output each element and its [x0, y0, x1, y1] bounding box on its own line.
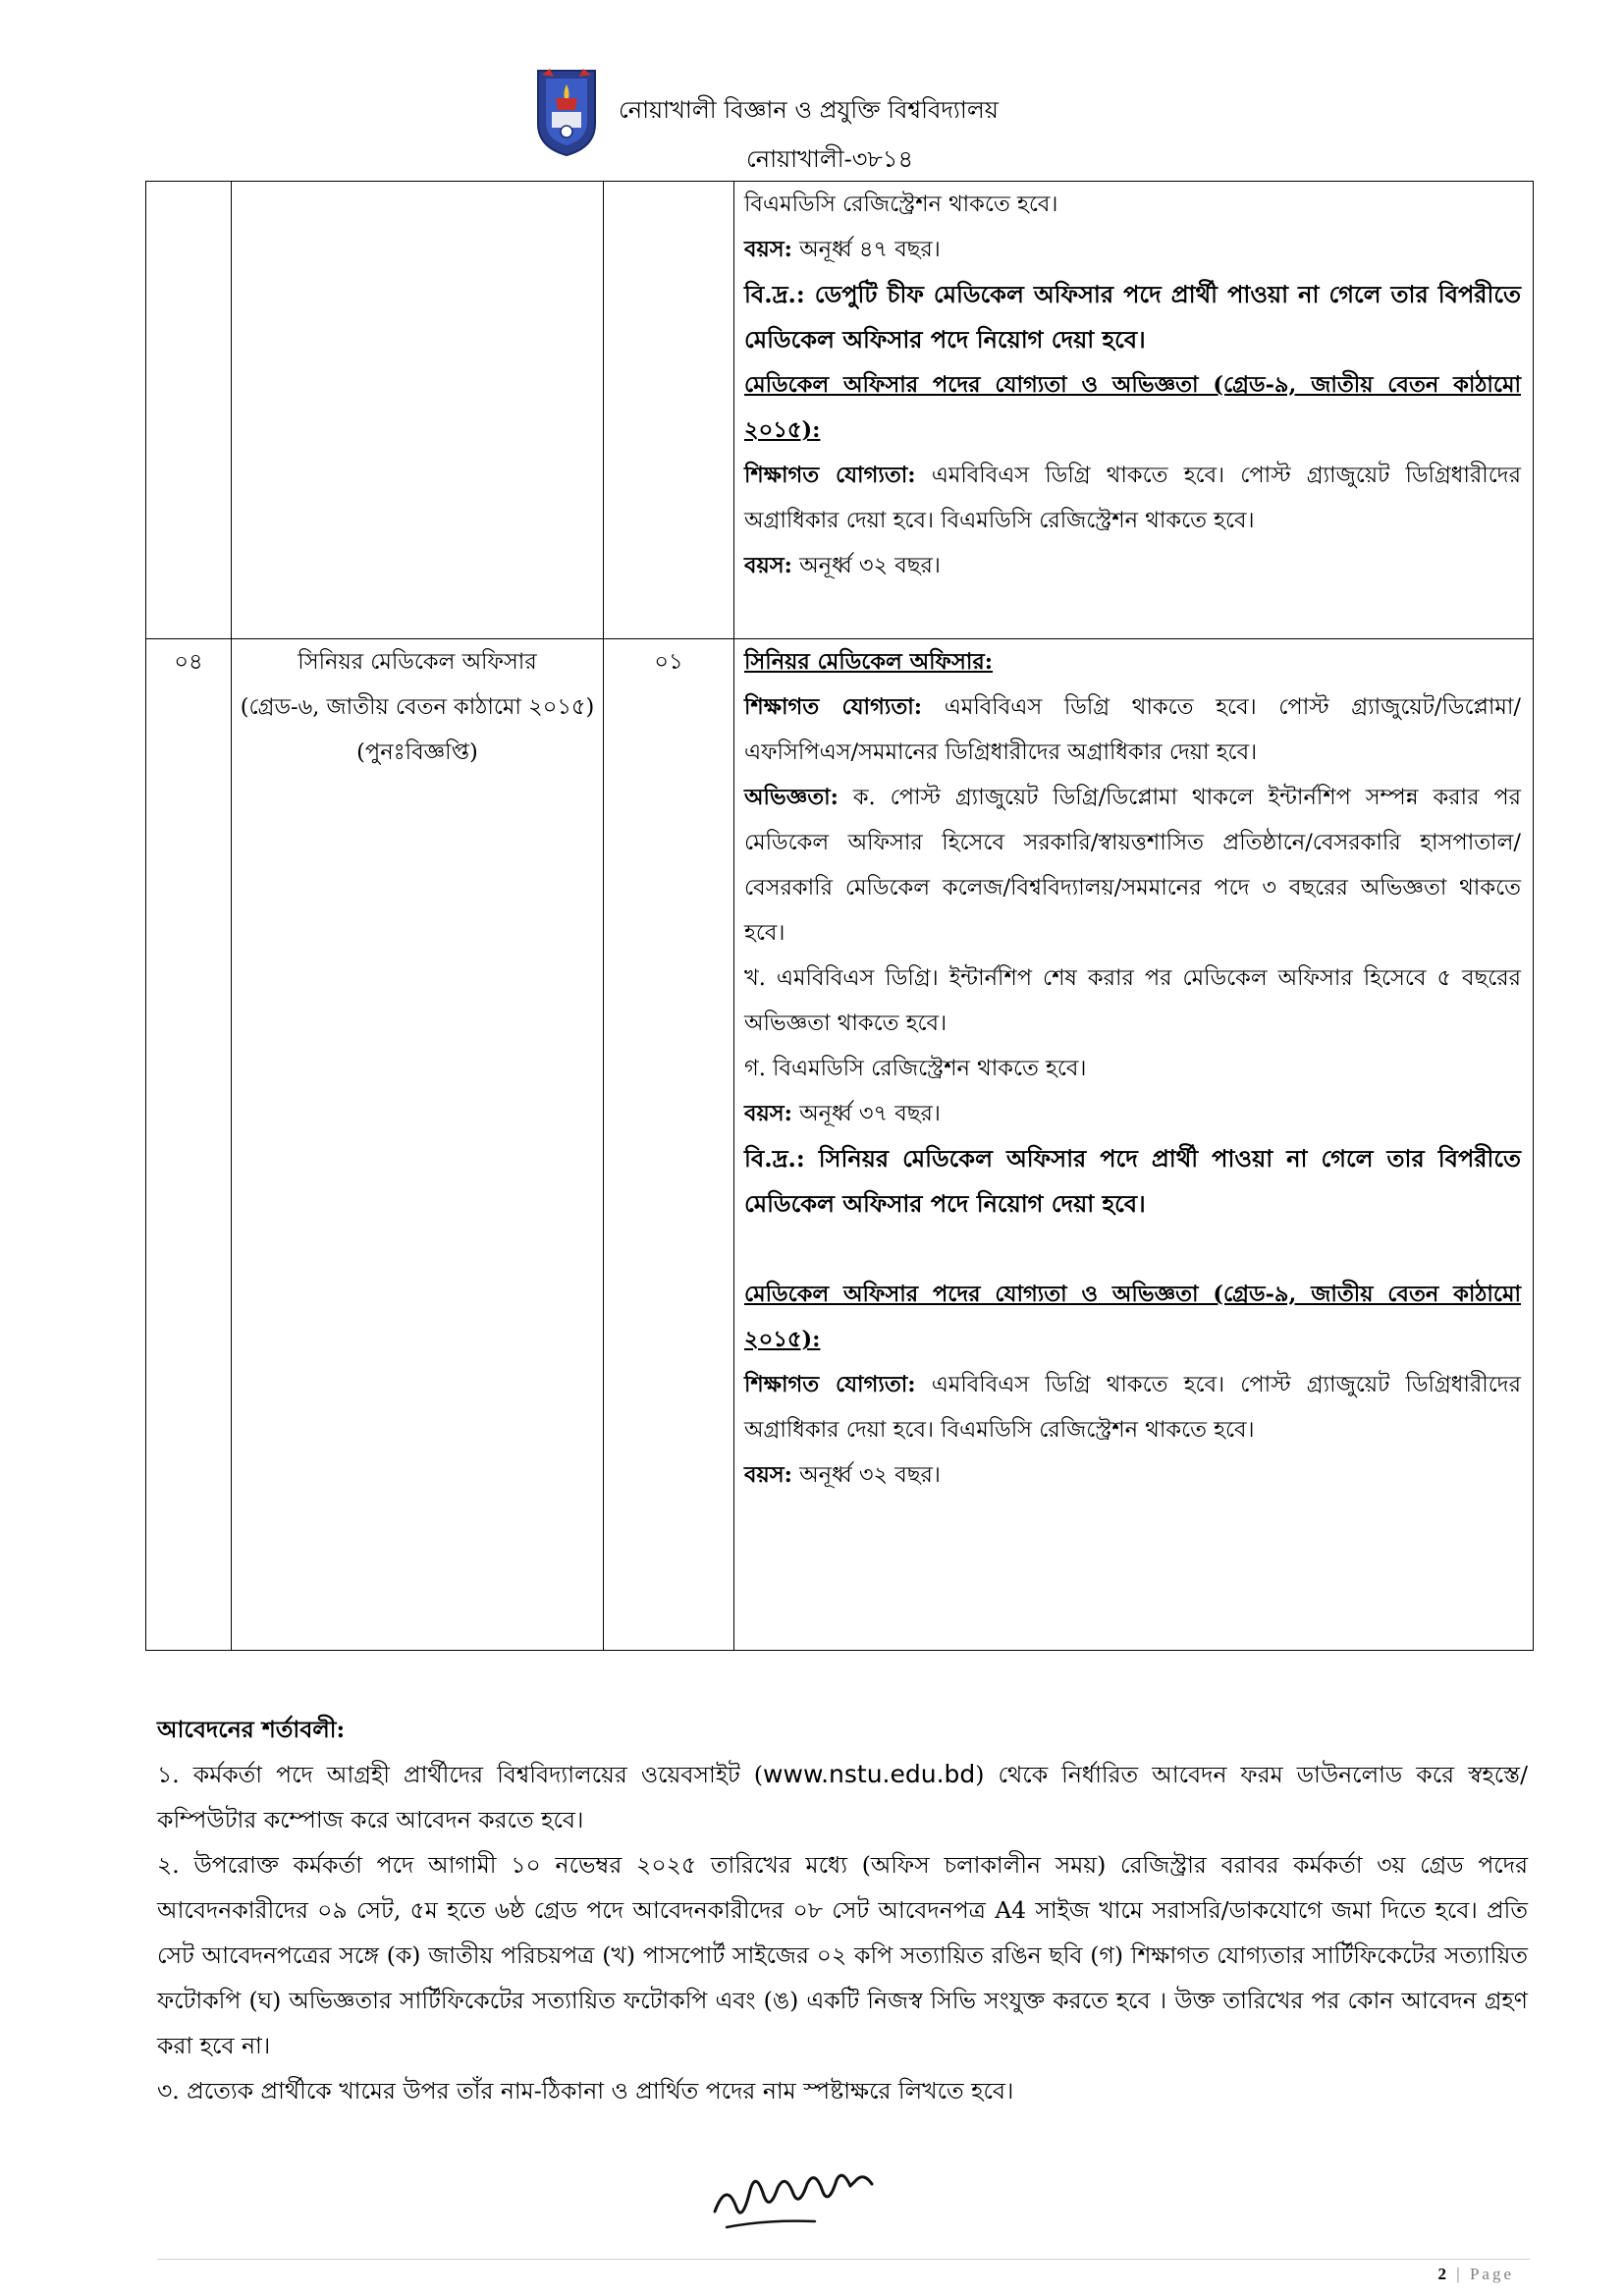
post-name: সিনিয়র মেডিকেল অফিসার: [298, 649, 537, 675]
university-logo: [532, 67, 601, 157]
mo-age-line: [744, 543, 1521, 588]
condition-1-end: ) থেকে নির্ধারিত আবেদন ফরম ডাউনলোড করে স্বহস্তে/কম্পিউটার কম্পোজ করে আবেদন করতে হবে।: [157, 1761, 1528, 1833]
registration-line: বিএমডিসি রেজিস্ট্রেশন থাকতে হবে।: [744, 191, 1058, 217]
table-row: [146, 639, 1534, 1651]
smo-note: [744, 1136, 1521, 1227]
conditions-title: আবেদনের শর্তাবলী:: [157, 1716, 346, 1743]
page-number: 2 | Page: [1437, 2265, 1514, 2283]
smo-edu-label: শিক্ষাগত যোগ্যতা:: [744, 694, 923, 720]
mo-age-label-2: বয়স:: [744, 1462, 792, 1488]
smo-note-label: বি.দ্র.:: [744, 1144, 805, 1173]
smo-exp-a: [744, 775, 1521, 956]
serial-cell: ০৪: [146, 639, 232, 1651]
university-address: নোয়াখালী-৩৮১৪: [746, 145, 914, 173]
condition-item-2: ২. উপরোক্ত কর্মকর্তা পদে আগামী ১০ নভেম্বর ২০২৫ তারিখের মধ্যে (অফিস চলাকালীন সময়) রেজিস্ট্রার বরাবর কর্মকর্তা ৩য় গ্রেড পদের আবেদনকারীদের ০৯ সেট, ৫ম হতে ৬ষ্ঠ গ্রেড পদে আবেদনকারীদের ০৮ সেট আবেদনপত্র A4 সাইজ খামে সরাসরি/ডাকযোগে জমা দিতে হবে। প্রতি সেট আবেদনপত্রের সঙ্গে (ক) জাতীয় পরিচয়পত্র (খ) পাসপোর্ট সাইজের ০২ কপি সত্যায়িত রঙিন ছবি (গ) শিক্ষাগত যোগ্যতার সার্টিফিকেটের সত্যায়িত ফটোকপি (ঘ) অভিজ্ঞতার সার্টিফিকেটের সত্যায়িত ফটোকপি এবং (ঙ) একটি নিজস্ব সিভি সংযুক্ত করতে হবে । উক্ত তারিখের পর কোন আবেদন গ্রহণ করা হবে না।: [157, 1851, 1528, 2059]
mo-edu-text-2: এমবিবিএস ডিগ্রি থাকতে হবে। পোস্ট গ্র্যাজুয়েট ডিগ্রিধারীদের অগ্রাধিকার দেয়া হবে। বিএমডিসি রেজিস্ট্রেশন থাকতে হবে।: [744, 1372, 1521, 1443]
mo-heading: মেডিকেল অফিসার পদের যোগ্যতা ও অভিজ্ঞতা (গ্রেড-৯, জাতীয় বেতন কাঠামো ২০১৫):: [744, 372, 1521, 443]
page-number-value: 2: [1437, 2265, 1450, 2283]
page-label: Page: [1469, 2265, 1514, 2283]
edu-label: শিক্ষাগত যোগ্যতা:: [744, 463, 916, 488]
edu-line: [744, 453, 1521, 543]
smo-note-text: সিনিয়র মেডিকেল অফিসার পদে প্রার্থী পাওয়া না গেলে তার বিপরীতে মেডিকেল অফিসার পদে নিয়োগ দেয়া হবে।: [744, 1144, 1521, 1218]
university-name: নোয়াখালী বিজ্ঞান ও প্রযুক্তি বিশ্ববিদ্যালয়: [619, 96, 999, 124]
note-label: বি.দ্র.:: [744, 280, 805, 308]
note-line: [744, 272, 1521, 362]
smo-exp-c: গ. বিএমডিসি রেজিস্ট্রেশন থাকতে হবে।: [744, 1056, 1087, 1081]
website-link[interactable]: www.nstu.edu.bd: [763, 1760, 976, 1788]
application-conditions: [157, 1707, 1528, 2113]
post-cell: [232, 182, 604, 639]
count-cell: ০১: [604, 639, 734, 1651]
note-text: ডেপুটি চীফ মেডিকেল অফিসার পদে প্রার্থী পাওয়া না গেলে তার বিপরীতে মেডিকেল অফিসার পদে নিয়োগ দেয়া হবে।: [744, 280, 1521, 354]
smo-age: [744, 1091, 1521, 1136]
condition-item-3: ৩. প্রত্যেক প্রার্থীকে খামের উপর তাঁর নাম-ঠিকানা ও প্রার্থিত পদের নাম স্পষ্টাক্ষরে লিখতে হবে।: [157, 2077, 1014, 2105]
smo-age-text: অনূর্ধ্ব ৩৭ বছর।: [791, 1101, 941, 1126]
mo-age-text: অনূর্ধ্ব ৩২ বছর।: [791, 553, 941, 578]
letterhead: [0, 59, 1624, 177]
qualification-cell: [734, 639, 1534, 1651]
qualification-cell: [734, 182, 1534, 639]
vacancy-table: [145, 181, 1534, 1651]
post-grade: (গ্রেড-৬, জাতীয় বেতন কাঠামো ২০১৫): [240, 694, 595, 720]
smo-exp-label: অভিজ্ঞতা:: [744, 785, 839, 810]
condition-1-start: ১. কর্মকর্তা পদে আগ্রহী প্রার্থীদের বিশ্ববিদ্যালয়ের ওয়েবসাইট (: [157, 1761, 764, 1788]
condition-item-1: [157, 1752, 1528, 1842]
smo-age-label: বয়স:: [744, 1101, 792, 1126]
mo-edu-label-2: শিক্ষাগত যোগ্যতা:: [744, 1372, 916, 1397]
age-text: অনূর্ধ্ব ৪৭ বছর।: [791, 237, 941, 262]
mo-age-label: বয়স:: [744, 553, 792, 578]
spacer: [744, 1227, 1521, 1272]
smo-edu: [744, 684, 1521, 775]
smo-edu-text: এমবিবিএস ডিগ্রি থাকতে হবে। পোস্ট গ্র্যাজুয়েট/ডিপ্লোমা/ এফসিপিএস/সমমানের ডিগ্রিধারীদের অগ্রাধিকার দেয়া হবে।: [744, 694, 1521, 765]
count-cell: [604, 182, 734, 639]
mo-age-text-2: অনূর্ধ্ব ৩২ বছর।: [791, 1462, 941, 1488]
age-label: বয়স:: [744, 237, 792, 262]
serial-cell: [146, 182, 232, 639]
mo-edu-2: [744, 1362, 1521, 1452]
edu-text: এমবিবিএস ডিগ্রি থাকতে হবে। পোস্ট গ্র্যাজুয়েট ডিগ্রিধারীদের অগ্রাধিকার দেয়া হবে। বিএমডিসি রেজিস্ট্রেশন থাকতে হবে।: [744, 463, 1521, 533]
smo-exp-b: খ. এমবিবিএস ডিগ্রি। ইন্টার্নশিপ শেষ করার পর মেডিকেল অফিসার হিসেবে ৫ বছরের অভিজ্ঞতা থাকতে হবে।: [744, 965, 1521, 1036]
footer-divider: [157, 2259, 1530, 2260]
age-line: [744, 227, 1521, 272]
signature: [707, 2151, 884, 2239]
smo-title: সিনিয়র মেডিকেল অফিসার:: [744, 649, 994, 675]
mo-heading-2: মেডিকেল অফিসার পদের যোগ্যতা ও অভিজ্ঞতা (গ্রেড-৯, জাতীয় বেতন কাঠামো ২০১৫):: [744, 1282, 1521, 1352]
smo-exp-a-text: ক. পোস্ট গ্র্যাজুয়েট ডিগ্রি/ডিপ্লোমা থাকলে ইন্টার্নশিপ সম্পন্ন করার পর মেডিকেল অফিসার হিসেবে সরকারি/স্বায়ত্তশাসিত প্রতিষ্ঠানে/বেসরকারি হাসপাতাল/বেসরকারি মেডিকেল কলেজ/বিশ্ববিদ্যালয়/সমমানের পদে ৩ বছরের অভিজ্ঞতা থাকতে হবে।: [744, 785, 1521, 946]
mo-age-2: [744, 1452, 1521, 1498]
table-row: [146, 182, 1534, 639]
post-note: (পুনঃবিজ্ঞপ্তি): [356, 739, 478, 765]
post-cell: [232, 639, 604, 1651]
